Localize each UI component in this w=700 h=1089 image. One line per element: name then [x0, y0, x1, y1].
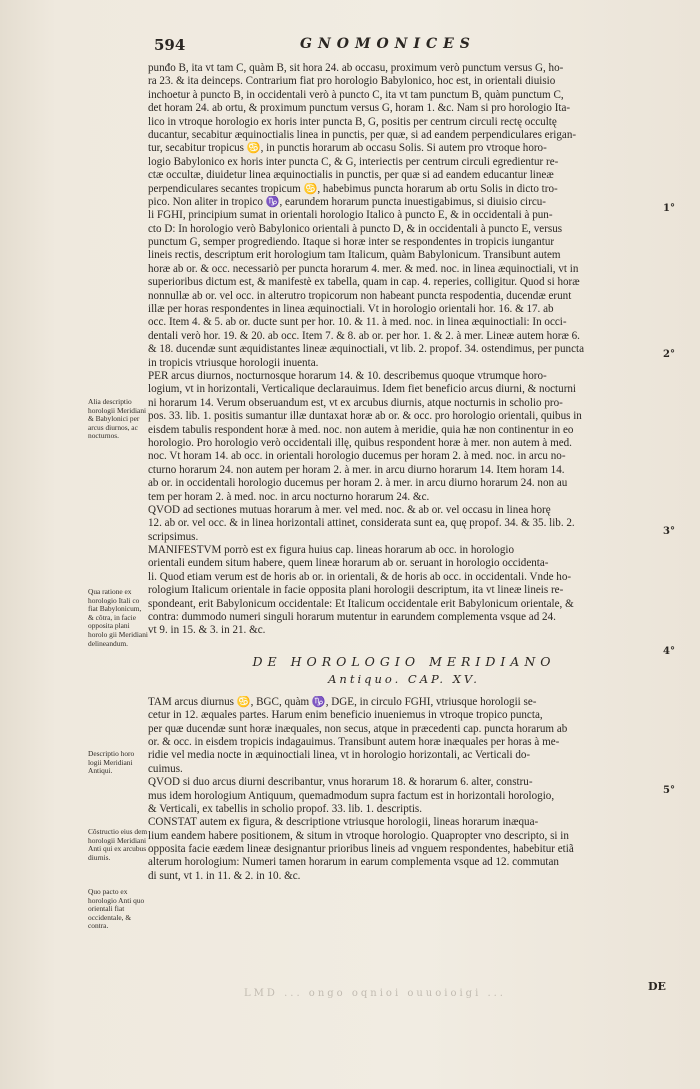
text-line: opposita facie eædem lineæ designantur prioribus lineis ad vnguem respondentes, habebitur etiã	[148, 843, 574, 856]
text-line: nonnullæ ab or. vel occ. in alterutro tropicorum non habeant puncta respodentia, ducendæ erunt	[148, 289, 572, 302]
text-line: MANIFESTVM porrò est ex figura huius cap. lineas horarum ab occ. in horologio	[148, 544, 515, 557]
text-line: horæ ab or. & occ. necessariò per puncta horarum 4. mer. & med. noc. in linea æquinoctiali, vt in	[148, 262, 579, 275]
chapter-title: DE HOROLOGIO MERIDIANO	[252, 653, 556, 669]
main-text	[148, 62, 660, 883]
text-line: scripsimus.	[148, 530, 199, 543]
side-note-2: Qua ratione ex horologio Itali co fiat Babylonicum, & cõtra, in facie opposita plani horolo gii Meridiani delineandum.	[88, 587, 148, 648]
text-line: logio Babylonico ex horis inter puncta C, & G, interiectis per centrum circuli egredientur re-	[148, 155, 559, 168]
text-line: ducantur, secabitur æquinoctialis linea in punctis, per quæ, si ad eandem perpendiculares erigan-	[148, 128, 577, 141]
text-line: mus idem horologium Antiquum, quemadmodum supra factum est in horizontali horologio,	[148, 789, 555, 802]
text-line: li. Quod etiam verum est de horis ab or. in orientali, & de horis ab occ. in occidentali. Vnde ho-	[148, 570, 572, 583]
chapter-subtitle: Antiquo. CAP. XV.	[328, 671, 480, 686]
chapter-heading	[148, 638, 660, 696]
text-line: 12. ab or. vel occ. & in linea horizontali attinet, considerata sunt ea, quę propof. 34. & 35. lib. 2.	[148, 517, 575, 530]
page-number: 594	[154, 36, 186, 54]
text-block-a	[148, 62, 660, 638]
text-line: punctum G, semper progrediendo. Itaque si horæ inter se respondentes in tropicis iungantur	[148, 236, 555, 249]
text-line: QVOD si duo arcus diurni describantur, vnus horarum 18. & horarum 6. alter, constru-	[148, 776, 533, 789]
text-line: ra 23. & ita deinceps. Contrarium fiat pro horologio Babylonico, hoc est, in orientali diuisio	[148, 75, 556, 88]
text-block-b	[148, 696, 660, 883]
text-line: or. & occ. in eisdem tropicis indagauimus. Transibunt autem horæ inæquales per horas à me-	[148, 735, 560, 748]
text-line: logium, vt in horizontali, Verticalique declarauimus. Idem fiet beneficio arcus diurni, & nocturni	[148, 383, 577, 396]
text-line: & 18. ducendæ sunt æquidistantes lineæ æquinoctiali, vt lib. 2. propof. 34. ostendimus, per puncta	[148, 343, 585, 356]
margin-number-4: 4°	[663, 646, 675, 657]
text-line: in tropicis vtriusque horologii inuenta.	[148, 356, 319, 369]
text-line: det horam 24. ab ortu, & proximum punctum versus G, horam 1. &c. Nam si pro horologio Ita-	[148, 102, 571, 115]
catchword: DE	[648, 980, 666, 993]
text-line: ab or. in occidentali horologio ducemus per horam 2. à mer. in arcu diurno horarum 24. non au	[148, 477, 568, 490]
running-title: GNOMONICES	[300, 36, 476, 52]
text-line: occ. Item 4. & 5. ab or. ducte sunt per hor. 10. & 11. à med. noc. in linea æquinoctiali: In occi-	[148, 316, 567, 329]
text-line: pico. Non aliter in tropico ♑, earundem horarum puncta inuestigabimus, si diuisio circu-	[148, 195, 546, 208]
text-line: horologio. Pro horologio verò occidentali illę, quibus respondent horæ à mer. non autem à med.	[148, 436, 572, 449]
side-note-5: Quo pacto ex horologio Anti quo orientali fiat occidentale, & contra.	[88, 887, 145, 931]
text-line: tur, secabitur tropicus ♋, in punctis horarum ab occasu Solis. Si autem pro vtroque horo-	[148, 142, 547, 155]
text-line: & Verticali, ex tabellis in scholio propof. 33. lib. 1. descriptis.	[148, 802, 423, 815]
text-line: lineis rectis, descriptum erit horologium tam Italicum, quàm Babylonicum. Transibunt autem	[148, 249, 561, 262]
text-line: orientali eundem situm habere, quem lineæ horarum ab or. seruant in horologio occidenta-	[148, 557, 549, 570]
text-line: eisdem tabulis respondent horæ à med. noc. non autem à meridie, quia hæ non continentur in eo	[148, 423, 574, 436]
text-line: spondeant, erit Babylonicum occidentale: Et Italicum occidentale erit Babylonicum orientale, &	[148, 597, 574, 610]
text-line: superioribus dictum est, & manifestè ex tabella, quam in cap. 4. reperies, colligitur. Quod si horæ	[148, 276, 580, 289]
text-line: illæ per horas respondentes in linea æquinoctiali. Vt in horologio orientali hor. 16. & 17. ab	[148, 303, 554, 316]
text-line: contra: dummodo numeri singuli horarum mutentur in earundem complementa vsque ad 24.	[148, 611, 556, 624]
text-line: perpendiculares secantes tropicum ♋, habebimus puncta horarum ab ortu Solis in dicto tro-	[148, 182, 558, 195]
text-line: rologium Italicum orientale in facie opposita plani horologii descriptum, ita vt lineæ lineis re-	[148, 584, 564, 597]
text-line: dentali verò hor. 19. & 20. ab occ. Item 7. & 8. ab or. per hor. 1. & 2. à mer. Lineæ autem horæ 6.	[148, 329, 580, 342]
text-line: noc. Vt horam 14. ab occ. in orientali horologio ducemus per horam 2. à med. noc. in arcu no-	[148, 450, 566, 463]
bleed-through-text: LMD ... ongo oqnioi ouuoioigi ...	[244, 988, 506, 999]
text-line: TAM arcus diurnus ♋, BGC, quàm ♑, DGE, in circulo FGHI, vtriusque horologii se-	[148, 695, 537, 708]
side-note-3: Descriptio horo logii Meridiani Antiqui.	[88, 749, 135, 776]
margin-number-2: 2°	[663, 349, 675, 360]
text-line: cetur in 12. æquales partes. Harum enim beneficio inueniemus in vtroque tropico puncta,	[148, 709, 543, 722]
text-line: li FGHI, principium sumat in orientali horologio Italico à puncto E, & in occidentali à pun-	[148, 209, 553, 222]
text-line: lium eandem habere positionem, & situm in vtroque horologio. Quapropter vno descripto, si in	[148, 829, 569, 842]
text-line: cuimus.	[148, 762, 183, 775]
margin-number-5: 5°	[663, 785, 675, 796]
side-note-4: Cõstructio eius dem horologii Meridiani Anti qui ex arcubus diurnis.	[88, 827, 148, 862]
text-line: ni horarum 14. Verum obseruandum est, vt ex arcubus diurnis, atque nocturnis in scholio pro-	[148, 396, 563, 409]
margin-number-1: 1°	[663, 203, 675, 214]
text-line: cturno horarum 24. non autem per horam 2. à mer. in arcu diurno horarum 14. Item horam 14.	[148, 463, 565, 476]
text-line: PER arcus diurnos, nocturnosque horarum 14. & 10. describemus quoque vtrumque horo-	[148, 369, 547, 382]
page-header	[150, 36, 530, 54]
text-line: inchoetur à puncto B, in occidentali verò à puncto C, ita vt tam punctum B, quàm punctum C,	[148, 88, 564, 101]
text-line: alterum horologium: Numeri tamen horarum in earum complementa vsque ad 12. commutan	[148, 856, 559, 869]
text-line: ridie vel media nocte in æquinoctiali linea, vt in horologio horizontali, ac Verticali do-	[148, 749, 531, 762]
margin-number-3: 3°	[663, 526, 675, 537]
text-line: punđo B, ita vt tam C, quàm B, sit hora 24. ab occasu, proximum verò punctum versus G, ho-	[148, 62, 564, 74]
text-line: tem per horam 2. à med. noc. in arcu nocturno horarum 24. &c.	[148, 490, 430, 503]
text-line: cto D: In horologio verò Babylonico orientali à puncto D, & in occidentali à puncto E, versus	[148, 222, 563, 235]
text-line: vt 9. in 15. & 3. in 21. &c.	[148, 624, 266, 637]
text-line: lico in vtroque horologio ex horis inter puncta B, G, positis per centrum circuli rectę occultę	[148, 115, 557, 128]
text-line: per quæ ducendæ sunt horæ inæquales, non secus, atque in præcedenti cap. puncta horarum ab	[148, 722, 568, 735]
text-line: di sunt, vt 1. in 11. & 2. in 10. &c.	[148, 869, 301, 882]
side-note-1: Alia descriptio horologii Meridiani & Babylonici per arcus diurnos, ac nocturnos.	[88, 397, 147, 441]
text-line: QVOD ad sectiones mutuas horarum à mer. vel med. noc. & ab or. vel occasu in linea horę	[148, 503, 551, 516]
text-line: ctæ occultæ, diuidetur linea æquinoctialis in punctis, per quæ si ad eandem educantur lineæ	[148, 169, 554, 182]
text-line: CONSTAT autem ex figura, & descriptione vtriusque horologii, lineas horarum inæqua-	[148, 816, 539, 829]
text-line: pos. 33. lib. 1. positis sumantur illæ duntaxat horæ ab or. & occ. pro horologio orientali, quibus in	[148, 410, 582, 423]
